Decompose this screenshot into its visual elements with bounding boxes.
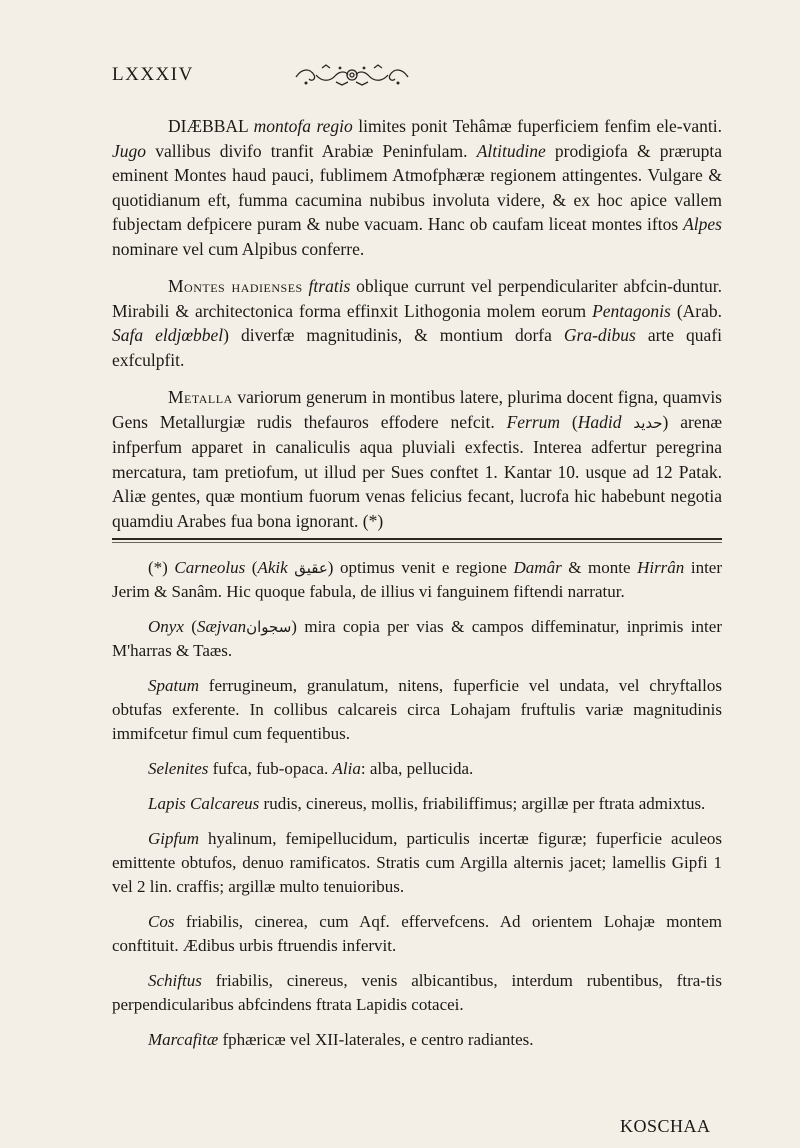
italic-term: Damâr: [513, 558, 562, 577]
footnotes: [112, 556, 722, 1052]
italic-term: Gipfum: [148, 829, 199, 848]
paragraph-lead: Metalla: [168, 387, 233, 407]
text-run: variorum generum in montibus latere, plurima docent figna, quamvis Gens Metallurgiæ rudis thefauros effodere nefcit.: [112, 387, 722, 432]
catchword: KOSCHAA: [620, 1116, 711, 1136]
paragraph-metalla: [112, 385, 722, 533]
italic-term: Cos: [148, 912, 175, 931]
text-run: ) arenæ infperfum apparet in canaliculis aqua pluviali exfectis. Interea adfertur peregrina mercatura, tam pretiofum, ut illud per Sues conftet 1. Kantar 10. usque ad 12 Patak. Aliæ gentes, quæ montium fuorum venas felicius fecant, lucrofa hic habebunt negotia quamdiu Arabes fua bona ignorant. (*): [112, 411, 723, 531]
footnote-selenites: [112, 757, 722, 781]
italic-term: ftratis: [308, 276, 351, 296]
text-run: ferrugineum, granulatum, nitens, fuperficie vel undata, vel chryftallos obtufas exferente. In collibus calcareis circa Lohajam fruftulis variæ magnitudinis immifcetur fimul cum fequentibus.: [112, 676, 722, 743]
arabic-word: سجوان: [246, 618, 292, 636]
italic-term: Sæjvan: [196, 617, 247, 636]
text-run: prodigiofa & prærupta eminent Montes haud pauci, fublimem Atmofphæræ regionem attingentes. Vulgare & quotidianum eft, fumma cacumina nubibus involuta videre, & ex hoc apice vallem fubjectam defpicere puram & nube vacuam. Hanc ob caufam liceat montes iftos: [112, 140, 722, 234]
italic-term: Carneolus: [174, 558, 246, 577]
paragraph-diaebbal: [112, 114, 722, 261]
footnote-gipfum: [112, 827, 722, 899]
footnote-carneolus: [112, 556, 722, 604]
text-run: nominare vel cum Alpibus conferre.: [112, 238, 365, 259]
text-run: inter Jerim & Sanâm. Hic quoque fabula, de illius vi fanguinem fiftendi narratur.: [112, 558, 723, 601]
page-number: LXXXIV: [112, 64, 194, 85]
text-run: rudis, cinereus, mollis, friabiliffimus; argillæ per ftrata admixtus.: [259, 794, 706, 813]
italic-term: Alpes: [683, 214, 722, 234]
text-run: ) mira copia per vias & campos diffeminatur, inprimis inter M'harras & Taæs.: [112, 617, 722, 660]
footnote-spatum: [112, 674, 722, 746]
italic-term: Onyx: [148, 617, 184, 636]
italic-term: Selenites: [148, 759, 209, 778]
text-run: (: [245, 558, 258, 577]
text-run: ) optimus venit e regione: [327, 558, 514, 577]
text-run: ) diverfæ magnitudinis, & montium dorfa: [223, 325, 564, 345]
italic-term: Altitudine: [476, 140, 546, 161]
text-run: (Arab.: [670, 300, 722, 321]
arabic-word: عقيق: [294, 559, 328, 577]
paragraph-lead: Montes hadienses: [168, 276, 303, 296]
text-run: : alba, pellucida.: [360, 759, 474, 778]
paragraph-lead: DIÆBBAL: [168, 116, 249, 136]
italic-term: Ferrum: [506, 411, 561, 432]
italic-term: Pentagonis: [592, 300, 671, 321]
italic-term: Safa eldjœbbel: [112, 325, 224, 345]
italic-term: Marcafitæ: [148, 1030, 219, 1049]
italic-term: Gra-dibus: [563, 325, 636, 345]
italic-term: Hirrân: [637, 558, 685, 577]
italic-term: Alia: [332, 759, 361, 778]
italic-term: montofa regio: [253, 116, 353, 136]
footnote-lapis-calcareus: [112, 792, 722, 816]
text-run: fufca, fub-opaca.: [208, 759, 333, 778]
text-run: & monte: [561, 558, 638, 577]
italic-term: Lapis Calcareus: [148, 794, 260, 813]
text-run: oblique currunt vel perpendiculariter abfcin-duntur. Mirabili & architectonica forma effinxit Lithogonia molem eorum: [112, 276, 722, 321]
footnote-onyx: [112, 615, 722, 663]
footnote-marcafitae: [112, 1028, 722, 1052]
footnote-cos: [112, 910, 722, 958]
italic-term: Jugo: [112, 140, 147, 161]
text-run: friabilis, cinereus, venis albicantibus, interdum rubentibus, ftra-tis perpendicularibus abfcindens ftrata Lapidis cotacei.: [112, 971, 722, 1014]
text-run: fphæricæ vel XII-laterales, e centro radiantes.: [218, 1030, 534, 1049]
text-run: arte quafi exfculpfit.: [112, 325, 723, 370]
page-header: [0, 62, 800, 96]
text-run: (: [183, 617, 197, 636]
footnote-schiftus: [112, 969, 722, 1017]
arabic-word: حديد: [633, 413, 663, 432]
printer-ornament-icon: [292, 62, 412, 88]
main-text: [112, 114, 722, 533]
text-run: limites ponit Tehâmæ fuperficiem fenfim ele-vanti.: [352, 116, 722, 136]
text-run: friabilis, cinerea, cum Aqf. effervefcens. Ad orientem Lohajæ montem conftituit. Ædibus urbis ftruendis infervit.: [112, 912, 722, 955]
footnote-rule-thin: [112, 542, 722, 543]
text-run: (: [560, 411, 578, 432]
footnote-rule: [112, 538, 722, 540]
italic-term: Spatum: [148, 676, 199, 695]
text-run: vallibus divifo tranfit Arabiæ Peninfulam.: [146, 140, 477, 161]
text-run: hyalinum, femipellucidum, particulis incertæ figuræ; fuperficie aculeos emittente obtufos, denuo ramificatos. Stratis cum Argilla alternis jacet; lamellis Gipfi 1 vel 2 lin. craffis; argillæ multo tenuioribus.: [112, 829, 722, 896]
footnote-marker: (*): [148, 558, 175, 577]
italic-term: Schiftus: [148, 971, 202, 990]
paragraph-montes: [112, 274, 722, 372]
italic-term: Akik: [257, 558, 288, 577]
italic-term: Hadid: [577, 411, 622, 432]
